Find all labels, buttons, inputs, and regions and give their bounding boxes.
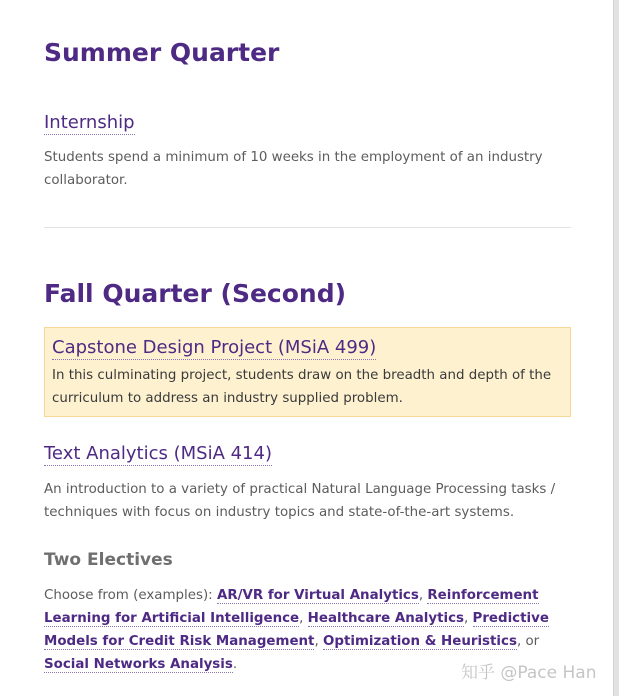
elective-optimization-link[interactable]: Optimization & Heuristics bbox=[322, 634, 517, 649]
elective-ar-vr-link[interactable]: AR/VR for Virtual Analytics bbox=[216, 588, 419, 603]
elective-credit-risk-link[interactable]: Predictive Models for Credit Risk Management bbox=[44, 611, 549, 649]
electives-heading: Two Electives bbox=[44, 550, 173, 570]
internship-link[interactable]: Internship bbox=[44, 112, 135, 133]
elective-separator: , bbox=[418, 588, 428, 603]
internship-description: Students spend a minimum of 10 weeks in the employment of an industry collaborator. bbox=[44, 150, 543, 188]
section-divider bbox=[44, 227, 571, 228]
fall-quarter-heading: Fall Quarter (Second) bbox=[44, 279, 347, 308]
elective-separator: , bbox=[299, 611, 308, 626]
watermark-text: 知乎 @Pace Han bbox=[461, 663, 597, 683]
elective-separator: , bbox=[463, 611, 473, 626]
elective-reinforcement-learning-link[interactable]: Reinforcement Learning for Artificial Intelligence bbox=[44, 588, 539, 626]
text-analytics-link[interactable]: Text Analytics (MSiA 414) bbox=[44, 443, 272, 464]
capstone-highlight-box bbox=[44, 327, 571, 417]
elective-social-networks-link[interactable]: Social Networks Analysis bbox=[44, 657, 233, 672]
text-analytics-description: An introduction to a variety of practical Natural Language Processing tasks / techniques with focus on industry topics and state-of-the-art systems. bbox=[44, 482, 556, 520]
page-right-edge bbox=[613, 0, 619, 696]
capstone-description: In this culminating project, students draw on the breadth and depth of the curriculum to address an industry supplied problem. bbox=[52, 368, 552, 406]
summer-quarter-heading: Summer Quarter bbox=[44, 38, 280, 67]
elective-healthcare-analytics-link[interactable]: Healthcare Analytics bbox=[307, 611, 464, 626]
capstone-link[interactable]: Capstone Design Project (MSiA 499) bbox=[52, 337, 377, 358]
elective-end-period: . bbox=[232, 657, 238, 672]
electives-intro: Choose from (examples): bbox=[44, 588, 217, 603]
elective-separator-or: , or bbox=[516, 634, 540, 649]
elective-separator: , bbox=[314, 634, 323, 649]
